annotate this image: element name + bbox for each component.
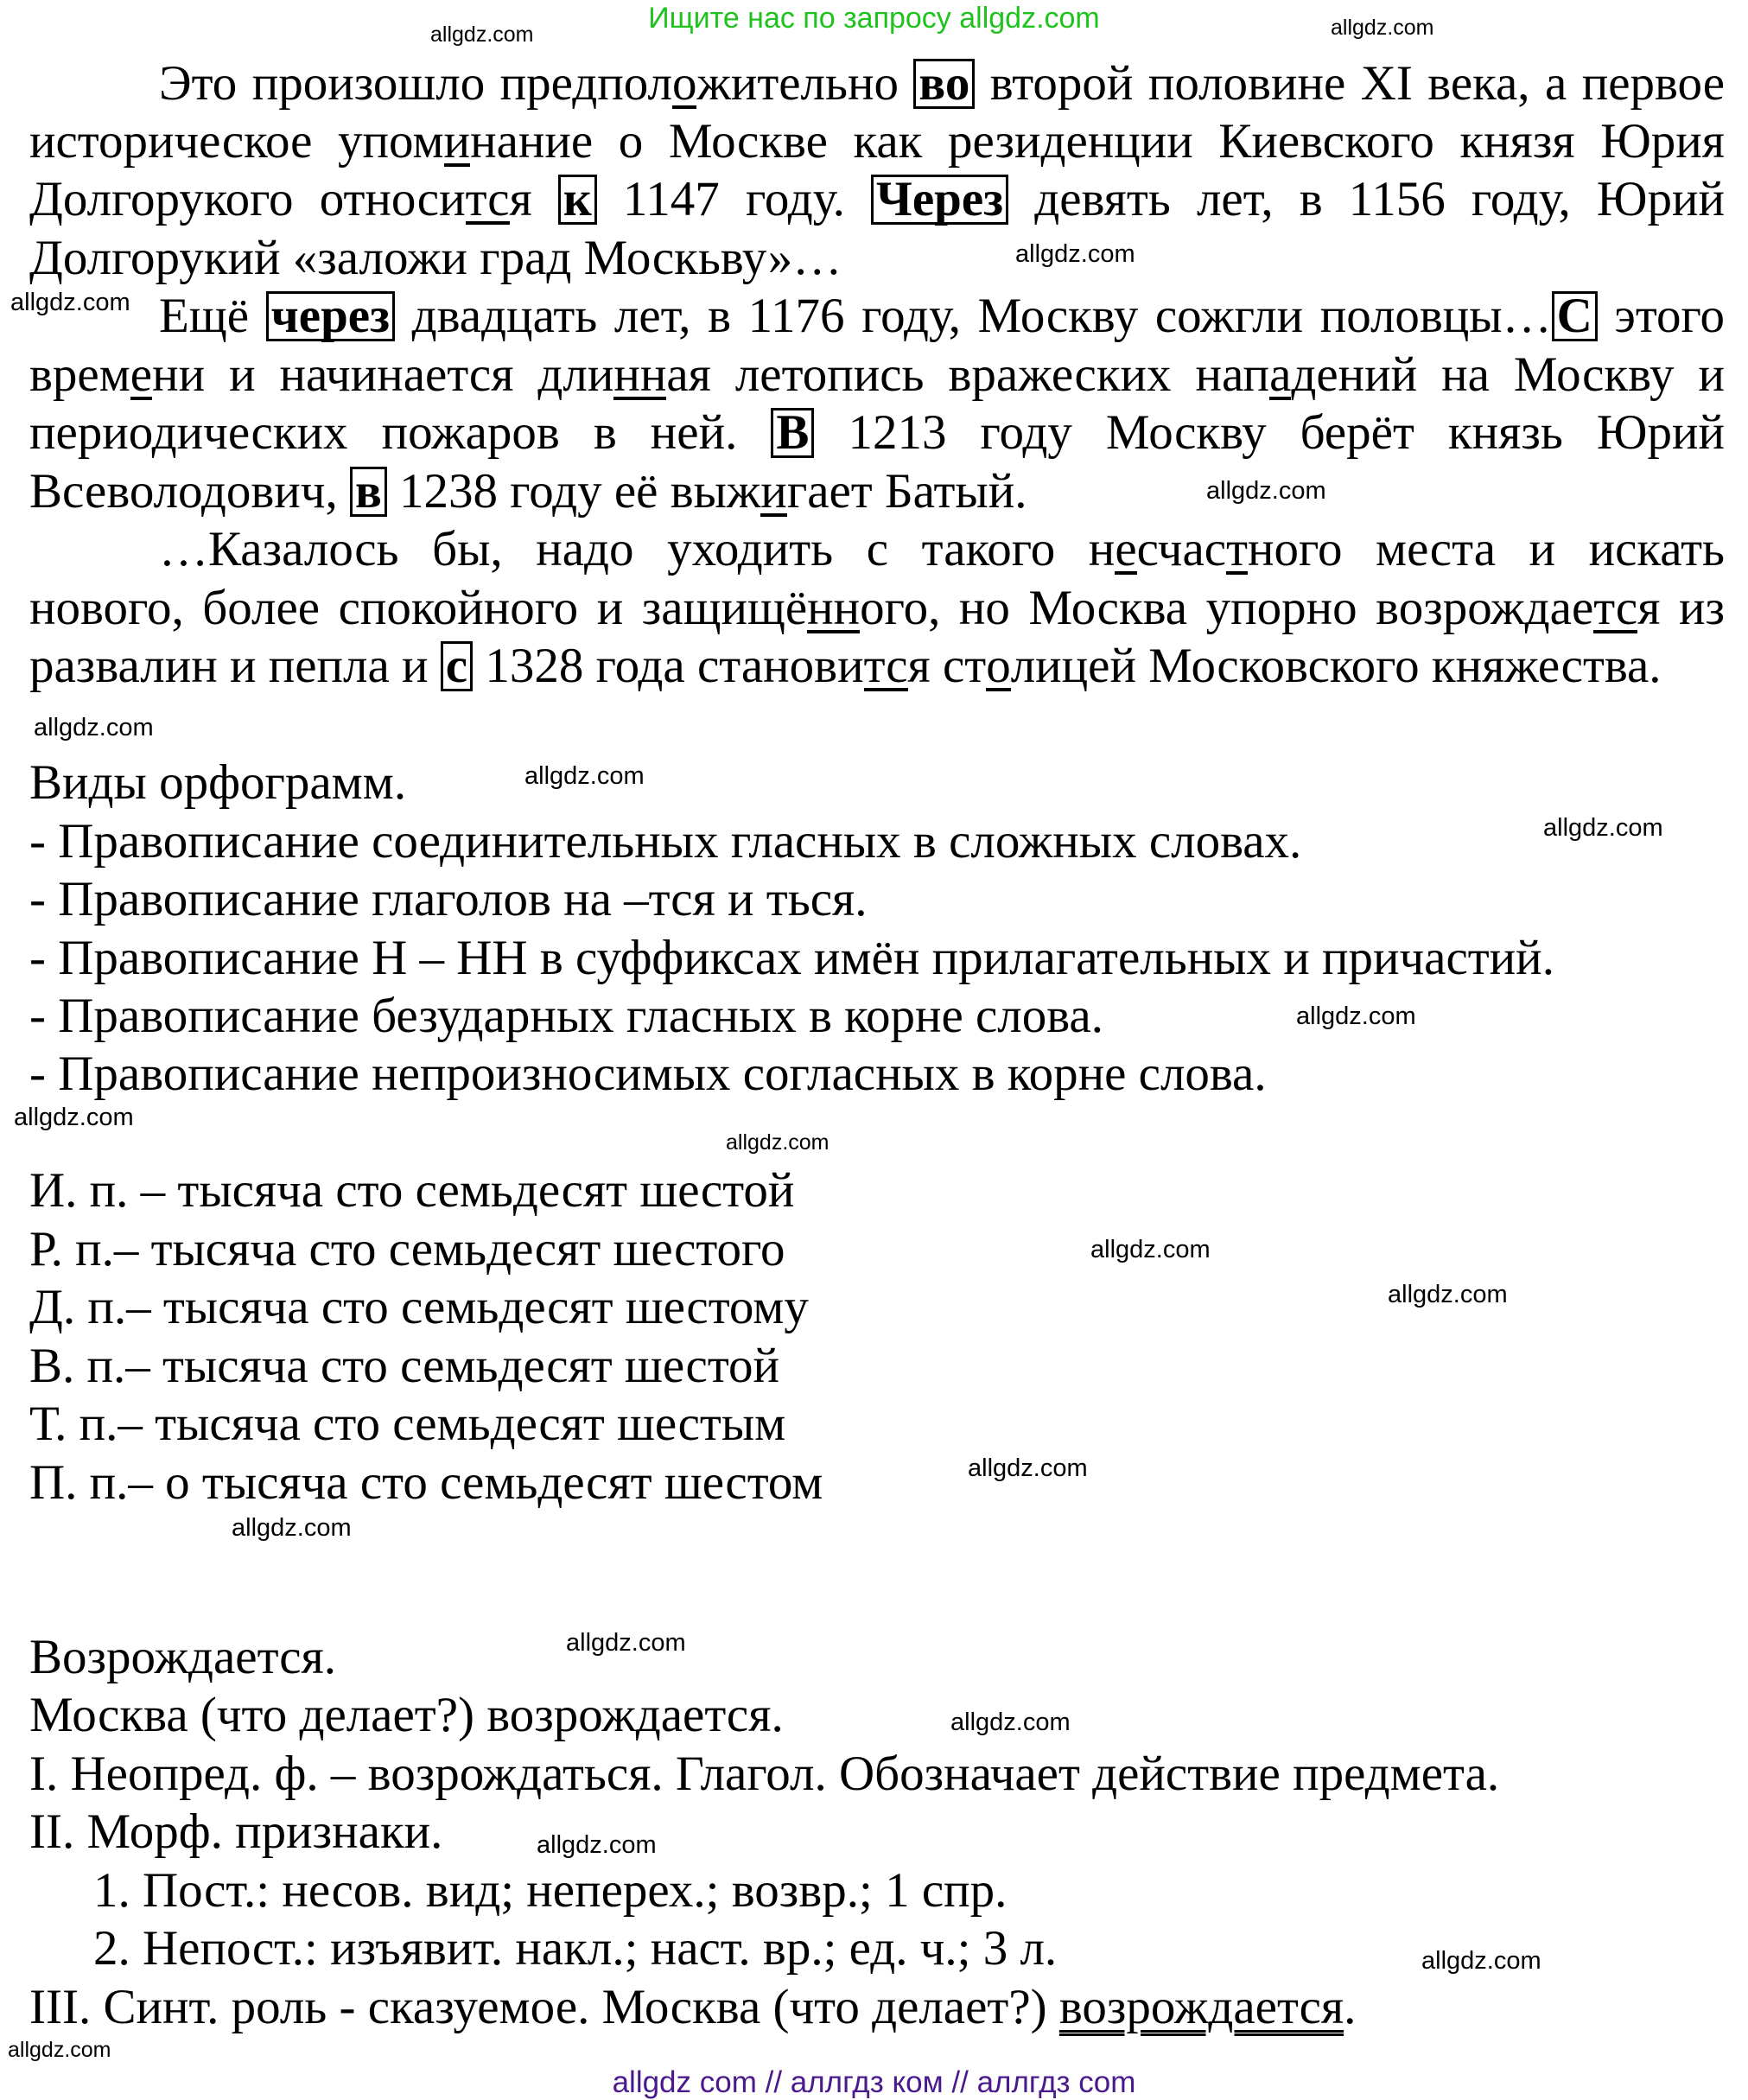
orthogram-item: - Правописание безударных гласных в корне слова. [29, 989, 1103, 1043]
text-segment: Ещё [159, 289, 266, 343]
watermark: allgdz.com [14, 1104, 134, 1131]
underlined-orthogram: о [671, 56, 697, 111]
orthograms-title: Виды орфограмм. [29, 755, 407, 810]
paragraph-line [29, 170, 1725, 228]
underlined-orthogram: тс [863, 639, 908, 693]
text-segment: 1328 года станови [473, 639, 864, 693]
text-segment: врем [29, 347, 130, 402]
boxed-preposition: к [558, 175, 597, 225]
text-segment: я ст [907, 639, 987, 693]
case-line: В. п.– тысяча сто семьдесят шестой [29, 1339, 779, 1393]
underlined-orthogram: о [986, 639, 1011, 693]
text-segment: ого, но Москва упорно возрождае [860, 581, 1594, 635]
orthogram-item: - Правописание непроизносимых согласных в корне слова. [29, 1047, 1267, 1101]
morph-line: 2. Непост.: изъявит. накл.; наст. вр.; ед. ч.; 3 л. [93, 1921, 1058, 1976]
orthogram-item: - Правописание глаголов на –тся и ться. [29, 872, 868, 926]
watermark: allgdz.com [1090, 1236, 1211, 1263]
watermark: allgdz.com [950, 1709, 1071, 1736]
text-segment: двадцать лет, в 1176 году, Москву сожгли половцы… [394, 289, 1552, 343]
case-line: П. п.– о тысяча сто семьдесят шестом [29, 1455, 823, 1510]
underlined-orthogram: а [1269, 347, 1292, 402]
paragraph-line [159, 520, 1725, 578]
syntax-period: . [1344, 1980, 1357, 2034]
watermark: allgdz.com [430, 22, 534, 47]
orthogram-item: - Правописание соединительных гласных в сложных словах. [29, 814, 1302, 869]
text-segment: нание о Москве как резиденции Киевского князя Юрия [470, 114, 1726, 169]
predicate-underlined: возрождается [1058, 1980, 1344, 2034]
paragraph-line [29, 229, 842, 287]
text-segment: дений на Москву и [1291, 347, 1725, 402]
watermark: allgdz.com [8, 2038, 111, 2062]
text-segment: развалин и пепла и [29, 639, 441, 693]
morph-line: II. Морф. признаки. [29, 1804, 443, 1859]
text-segment: Долгорукий «заложи град Москьву»… [29, 231, 842, 285]
watermark: allgdz.com [1296, 1002, 1416, 1030]
paragraph-line [159, 287, 1725, 345]
underlined-orthogram: е [1115, 522, 1137, 576]
paragraph-line [29, 346, 1725, 404]
boxed-preposition: через [266, 291, 395, 341]
underlined-orthogram: е [130, 347, 153, 402]
text-segment: 1213 году Москву берёт князь Юрий [814, 405, 1725, 460]
watermark: allgdz.com [968, 1454, 1088, 1482]
watermark: allgdz.com [537, 1831, 657, 1859]
watermark: allgdz.com [1331, 16, 1434, 40]
morph-line: Возрождается. [29, 1630, 336, 1684]
underlined-orthogram: и [760, 464, 787, 519]
boxed-preposition: В [771, 408, 814, 458]
morph-syntax-line [29, 1978, 1356, 2036]
watermark: allgdz.com [566, 1629, 686, 1657]
text-segment: второй половине XI века, а первое [975, 56, 1726, 111]
underlined-orthogram: и [443, 114, 471, 169]
text-segment: периодических пожаров в ней. [29, 405, 772, 460]
morph-line: I. Неопред. ф. – возрождаться. Глагол. Обозначает действие предмета. [29, 1747, 1500, 1801]
underlined-orthogram: тс [1593, 581, 1638, 635]
text-segment: счас [1136, 522, 1227, 576]
text-segment: ни и начинается дли [152, 347, 614, 402]
orthogram-item: - Правописание Н – НН в суффиксах имён прилагательных и причастий. [29, 931, 1554, 985]
text-segment: ая летопись вражеских нап [666, 347, 1270, 402]
watermark: allgdz.com [1015, 240, 1135, 268]
boxed-preposition: во [913, 59, 975, 109]
paragraph-line [29, 404, 1725, 461]
paragraph-line [29, 112, 1725, 170]
paragraph-line [29, 462, 1027, 520]
watermark: allgdz.com [10, 289, 130, 316]
syntax-text: III. Синт. роль - сказуемое. Москва (что делает?) [29, 1980, 1059, 2034]
watermark: allgdz.com [232, 1514, 352, 1542]
boxed-preposition: в [350, 467, 387, 517]
boxed-preposition: Через [871, 175, 1008, 225]
paragraph-line [29, 579, 1725, 637]
watermark: allgdz.com [1421, 1947, 1541, 1975]
text-segment: девять лет, в 1156 году, Юрий [1008, 172, 1725, 226]
case-line: Д. п.– тысяча сто семьдесят шестому [29, 1280, 809, 1334]
text-segment: Долгорукого относи [29, 172, 466, 226]
case-line: Р. п.– тысяча сто семьдесят шестого [29, 1222, 785, 1276]
watermark: allgdz.com [726, 1130, 830, 1155]
underlined-orthogram: тс [465, 172, 510, 226]
text-segment: я [509, 172, 558, 226]
text-segment: историческое упом [29, 114, 444, 169]
text-segment: 1238 году её выж [386, 464, 761, 519]
morph-line: 1. Пост.: несов. вид; неперех.; возвр.; 1 спр. [93, 1863, 1007, 1918]
text-segment: ного места и искать [1247, 522, 1725, 576]
underlined-orthogram: т [1226, 522, 1248, 576]
underlined-orthogram: нн [613, 347, 667, 402]
watermark: allgdz.com [524, 762, 645, 790]
text-segment: жительно [696, 56, 914, 111]
boxed-preposition: С [1552, 291, 1598, 341]
text-segment: я из [1637, 581, 1725, 635]
site-banner: Ищите нас по запросу allgdz.com [648, 2, 1100, 35]
text-segment: …Казалось бы, надо уходить с такого н [159, 522, 1116, 576]
paragraph-line [159, 54, 1725, 112]
boxed-preposition: с [441, 641, 473, 691]
text-segment: гает Батый. [786, 464, 1027, 519]
text-segment: Это произошло предпол [159, 56, 672, 111]
paragraph-line [29, 637, 1662, 695]
morph-line: Москва (что делает?) возрождается. [29, 1688, 784, 1742]
footer-banner: allgdz com // аллгдз ком // аллгдз com [612, 2065, 1136, 2099]
text-segment: 1147 году. [596, 172, 871, 226]
watermark: allgdz.com [1206, 477, 1326, 505]
case-line: Т. п.– тысяча сто семьдесят шестым [29, 1397, 786, 1451]
watermark: allgdz.com [34, 714, 154, 741]
text-segment: этого [1597, 289, 1725, 343]
text-segment: Всеволодович, [29, 464, 350, 519]
watermark: allgdz.com [1388, 1281, 1508, 1308]
underlined-orthogram: нн [807, 581, 861, 635]
case-line: И. п. – тысяча сто семьдесят шестой [29, 1163, 795, 1218]
watermark: allgdz.com [1543, 814, 1663, 842]
text-segment: лицей Московского княжества. [1010, 639, 1662, 693]
text-segment: нового, более спокойного и защищё [29, 581, 808, 635]
